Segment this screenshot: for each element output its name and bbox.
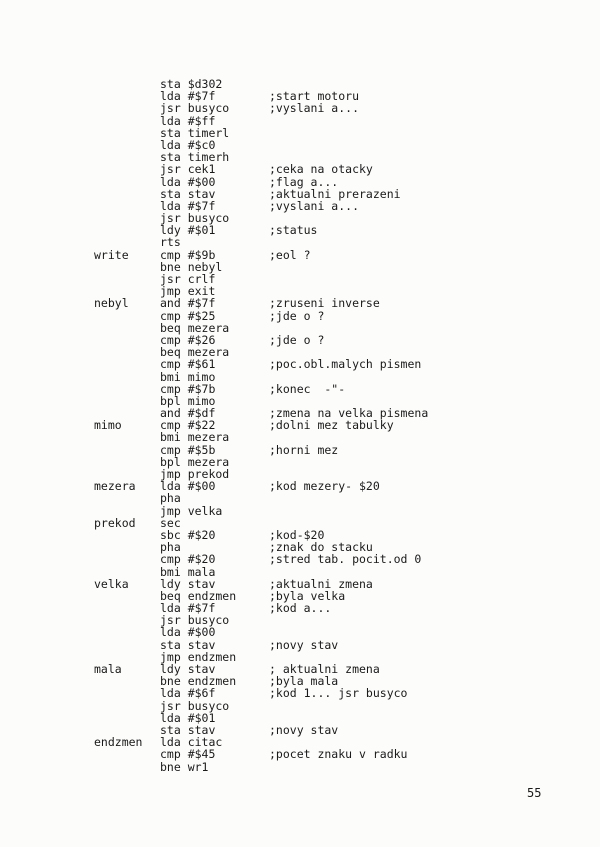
code-instruction: ldy stav [160, 576, 216, 591]
code-instruction: beq mezera [160, 345, 230, 360]
code-instruction: lda #$c0 [160, 137, 216, 152]
code-instruction: jmp velka [160, 503, 223, 518]
code-comment: ;byla velka [269, 588, 346, 603]
code-comment: ;novy stav [269, 722, 339, 737]
code-comment: ;zmena na velka pismena [269, 406, 429, 421]
code-comment: ;aktualni zmena [269, 576, 373, 591]
code-comment: ;stred tab. pocit.od 0 [269, 552, 422, 567]
code-instruction: cmp #$45 [160, 747, 216, 762]
code-instruction: lda #$7f [160, 89, 216, 104]
code-instruction: lda #$ff [160, 113, 216, 128]
code-instruction: jmp exit [160, 284, 216, 299]
code-instruction: lda #$00 [160, 479, 216, 494]
code-comment: ;znak do stacku [269, 540, 373, 555]
code-instruction: jsr busyco [160, 101, 230, 116]
code-comment: ;aktualni prerazeni [269, 186, 401, 201]
code-comment: ;dolni mez tabulky [269, 418, 394, 433]
code-instruction: and #$df [160, 406, 216, 421]
code-instruction: beq mezera [160, 320, 230, 335]
code-instruction: cmp #$22 [160, 418, 216, 433]
code-comment: ;vyslani a... [269, 101, 360, 116]
code-comment: ;zruseni inverse [269, 296, 380, 311]
code-comment: ;kod-$20 [269, 527, 325, 542]
code-label: write [94, 247, 129, 262]
code-instruction: rts [160, 235, 181, 250]
code-comment: ;poc.obl.malych pismen [269, 357, 422, 372]
code-instruction: cmp #$9b [160, 247, 216, 262]
code-instruction: bne nebyl [160, 259, 223, 274]
code-instruction: lda #$00 [160, 625, 216, 640]
code-comment: ;ceka na otacky [269, 162, 373, 177]
code-instruction: sta $d302 [160, 77, 223, 91]
code-instruction: sta timerh [160, 150, 230, 165]
code-label: mezera [94, 479, 136, 494]
code-instruction: bpl mimo [160, 393, 216, 408]
code-comment: ;pocet znaku v radku [269, 747, 408, 762]
code-label: nebyl [94, 296, 129, 311]
code-comment: ;kod 1... jsr busyco [269, 686, 408, 701]
code-instruction: bne endzmen [160, 674, 237, 689]
code-comment: ;kod a... [269, 601, 332, 616]
code-instruction: sta stav [160, 186, 216, 201]
code-instruction: and #$7f [160, 296, 216, 311]
code-comment: ;byla mala [269, 674, 339, 689]
code-instruction: cmp #$26 [160, 332, 216, 347]
code-comment: ;horni mez [269, 442, 339, 457]
code-instruction: sta stav [160, 637, 216, 652]
code-comment: ;vyslani a... [269, 198, 360, 213]
code-instruction: lda citac [160, 735, 223, 750]
code-label: velka [94, 576, 129, 591]
code-instruction: cmp #$7b [160, 381, 216, 396]
page-number: 55 [527, 786, 542, 800]
code-instruction: bne wr1 [160, 759, 209, 774]
code-label: mala [94, 662, 122, 676]
code-instruction: cmp #$20 [160, 552, 216, 567]
code-instruction: jsr cek1 [160, 162, 216, 177]
code-instruction: jsr busyco [160, 613, 230, 628]
code-instruction: cmp #$25 [160, 308, 216, 323]
code-instruction: sec [160, 515, 181, 530]
code-instruction: ldy stav [160, 662, 216, 676]
code-comment: ; aktualni zmena [269, 662, 380, 676]
code-comment: ;jde o ? [269, 332, 325, 347]
code-instruction: bmi mezera [160, 430, 230, 445]
code-instruction: sta timerl [160, 125, 230, 140]
code-comment: ;konec -"- [269, 381, 346, 396]
code-instruction: bmi mala [160, 564, 216, 579]
code-comment: ;jde o ? [269, 308, 325, 323]
code-instruction: lda #$01 [160, 710, 216, 725]
code-instruction: sta stav [160, 722, 216, 737]
code-instruction: lda #$7f [160, 601, 216, 616]
code-instruction: ldy #$01 [160, 223, 216, 238]
code-instruction: sbc #$20 [160, 527, 216, 542]
code-label: endzmen [94, 735, 143, 750]
code-label: mimo [94, 418, 122, 433]
code-instruction: jsr crlf [160, 272, 216, 286]
code-instruction: bmi mimo [160, 369, 216, 384]
code-instruction: jmp endzmen [160, 649, 237, 664]
code-instruction: pha [160, 540, 181, 555]
code-comment: ;novy stav [269, 637, 339, 652]
code-instruction: jsr busyco [160, 211, 230, 226]
code-instruction: bpl mezera [160, 454, 230, 469]
code-comment: ;kod mezery- $20 [269, 479, 380, 494]
code-instruction: lda #$7f [160, 198, 216, 213]
code-comment: ;flag a... [269, 174, 339, 189]
code-instruction: cmp #$61 [160, 357, 216, 372]
code-label: prekod [94, 515, 136, 530]
code-comment: ;start motoru [269, 89, 360, 104]
code-comment: ;status [269, 223, 318, 238]
code-instruction: lda #$6f [160, 686, 216, 701]
code-instruction: jmp prekod [160, 467, 230, 481]
code-instruction: pha [160, 491, 181, 506]
code-instruction: lda #$00 [160, 174, 216, 189]
code-instruction: jsr busyco [160, 698, 230, 713]
code-instruction: beq endzmen [160, 588, 237, 603]
code-instruction: cmp #$5b [160, 442, 216, 457]
code-comment: ;eol ? [269, 247, 311, 262]
